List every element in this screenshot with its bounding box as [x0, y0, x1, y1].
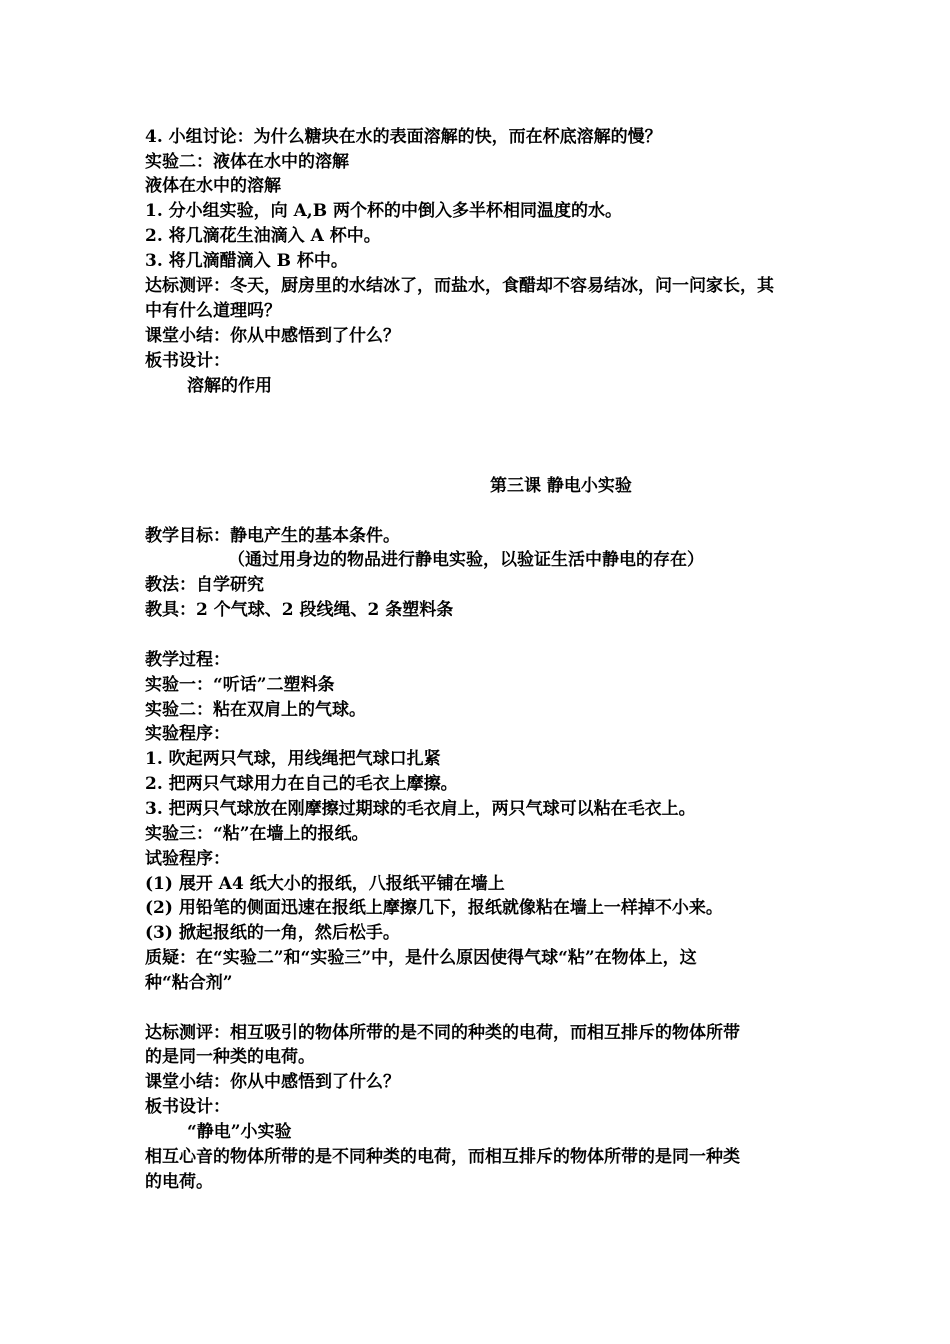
- procedure-step-3: 3. 把两只气球放在刚摩擦过期球的毛衣肩上，两只气球可以粘在毛衣上。: [145, 799, 696, 819]
- trial-step-2: (2) 用铅笔的侧面迅速在报纸上摩擦几下，报纸就像粘在墙上一样掉不小来。: [145, 898, 723, 918]
- board-design-content: 溶解的作用: [187, 376, 272, 396]
- procedure-step-2: 2. 把两只气球用力在自己的毛衣上摩擦。: [145, 774, 458, 794]
- question-line-2: 种“粘合剂”: [145, 973, 233, 993]
- teaching-process-label: 教学过程：: [145, 650, 230, 670]
- board-design-label: 板书设计：: [145, 1097, 230, 1117]
- trial-step-1: (1) 展开 A4 纸大小的报纸，八报纸平铺在墙上: [145, 874, 505, 894]
- liquid-dissolve-subheading: 液体在水中的溶解: [145, 176, 281, 196]
- assessment-line-1: 达标测评：相互吸引的物体所带的是不同的种类的电荷，而相互排斥的物体所带: [145, 1023, 740, 1043]
- question-line-1: 质疑：在“实验二”和“实验三”中，是什么原因使得气球“粘”在物体上，这: [145, 948, 697, 968]
- assessment-line-2: 中有什么道理吗？: [145, 301, 281, 321]
- assessment-line-2: 的是同一种类的电荷。: [145, 1047, 315, 1067]
- lesson-title: 第三课 静电小实验: [490, 476, 632, 496]
- teaching-goal-note: （通过用身边的物品进行静电实验，以验证生活中静电的存在）: [228, 550, 704, 570]
- class-summary: 课堂小结：你从中感悟到了什么？: [145, 1072, 400, 1092]
- teaching-goal: 教学目标：静电产生的基本条件。: [145, 526, 400, 546]
- board-design-line-2: 的电荷。: [145, 1172, 213, 1192]
- experiment-2-heading: 实验二：液体在水中的溶解: [145, 152, 349, 172]
- step-3: 3. 将几滴醋滴入 B 杯中。: [145, 251, 348, 271]
- board-design-label: 板书设计：: [145, 351, 230, 371]
- step-1: 1. 分小组实验，向 A,B 两个杯的中倒入多半杯相同温度的水。: [145, 201, 622, 221]
- class-summary: 课堂小结：你从中感悟到了什么？: [145, 326, 400, 346]
- experiment-procedure-label: 实验程序：: [145, 724, 230, 744]
- assessment-line-1: 达标测评：冬天，厨房里的水结冰了，而盐水，食醋却不容易结冰，问一问家长，其: [145, 276, 774, 296]
- trial-step-3: (3) 掀起报纸的一角，然后松手。: [145, 923, 400, 943]
- procedure-step-1: 1. 吹起两只气球，用线绳把气球口扎紧: [145, 749, 441, 769]
- experiment-2: 实验二：粘在双肩上的气球。: [145, 700, 366, 720]
- step-2: 2. 将几滴花生油滴入 A 杯中。: [145, 226, 381, 246]
- trial-procedure-label: 试验程序：: [145, 849, 230, 869]
- discussion-item-4: 4. 小组讨论：为什么糖块在水的表面溶解的快，而在杯底溶解的慢？: [145, 127, 662, 147]
- teaching-method: 教法：自学研究: [145, 575, 264, 595]
- board-design-title: “静电”小实验: [187, 1122, 292, 1142]
- board-design-line-1: 相互心音的物体所带的是不同种类的电荷，而相互排斥的物体所带的是同一种类: [145, 1147, 740, 1167]
- experiment-1: 实验一：“听话”二塑料条: [145, 675, 335, 695]
- teaching-tools: 教具：2 个气球、2 段线绳、2 条塑料条: [145, 600, 454, 620]
- experiment-3: 实验三：“粘”在墙上的报纸。: [145, 824, 369, 844]
